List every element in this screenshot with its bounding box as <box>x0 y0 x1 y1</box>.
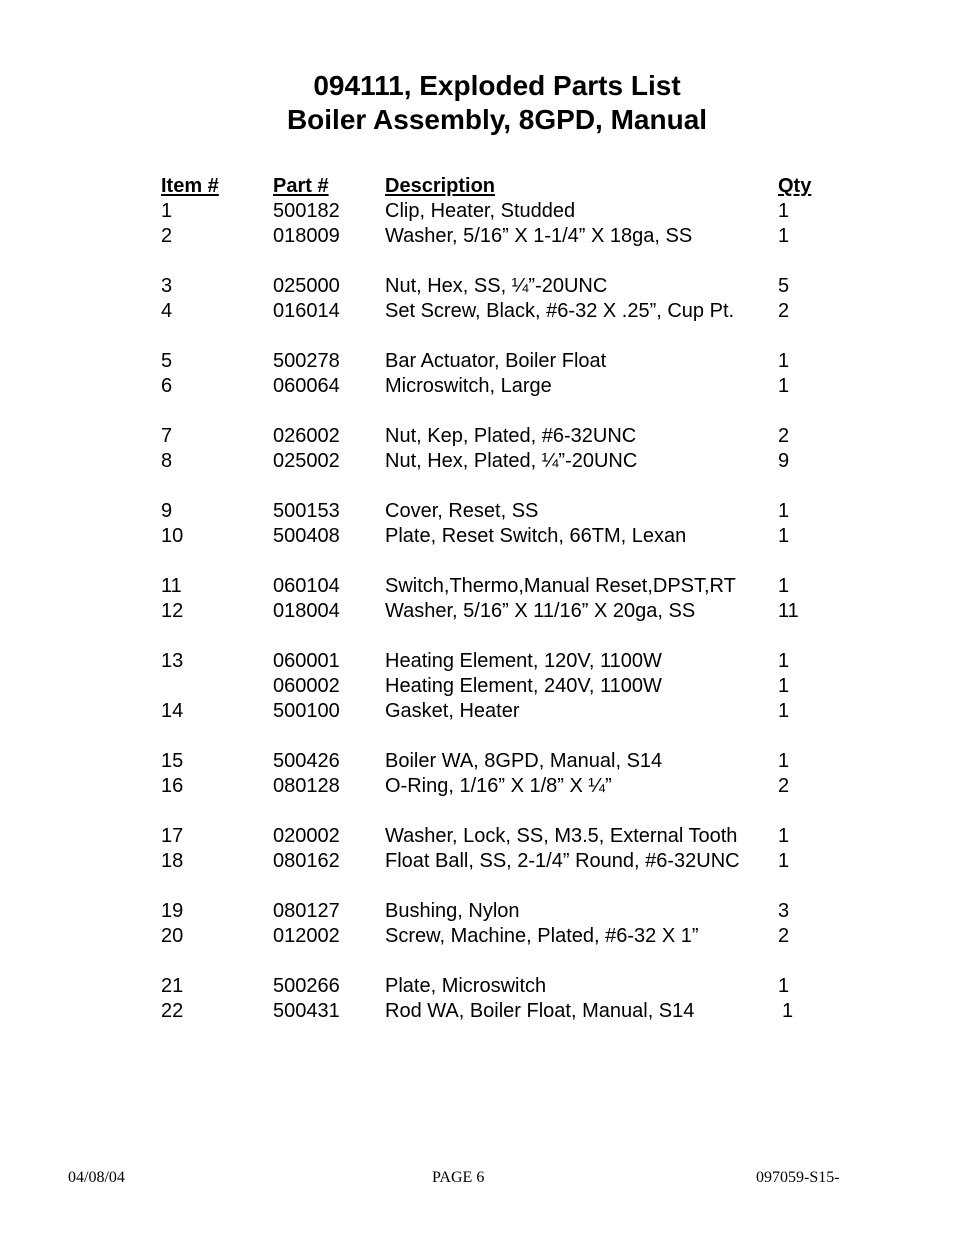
quantity: 1 <box>778 575 790 597</box>
quantity: 1 <box>778 225 790 247</box>
description: Cover, Reset, SS <box>385 500 539 522</box>
item-number: 5 <box>161 350 173 372</box>
header-part: Part # <box>273 175 329 197</box>
quantity: 9 <box>778 450 790 472</box>
footer-page-number: PAGE 6 <box>432 1169 485 1186</box>
description: Rod WA, Boiler Float, Manual, S14 <box>385 1000 695 1022</box>
part-number: 060001 <box>273 650 340 672</box>
description: Plate, Reset Switch, 66TM, Lexan <box>385 525 687 547</box>
item-number: 21 <box>161 975 184 997</box>
item-number: 20 <box>161 925 184 947</box>
description: Boiler WA, 8GPD, Manual, S14 <box>385 750 663 772</box>
item-number: 12 <box>161 600 184 622</box>
description: Nut, Hex, Plated, ¼”-20UNC <box>385 450 638 472</box>
description: Plate, Microswitch <box>385 975 547 997</box>
part-number: 080162 <box>273 850 340 872</box>
part-number: 060002 <box>273 675 340 697</box>
description: O-Ring, 1/16” X 1/8” X ¼” <box>385 775 612 797</box>
footer-document-number: 097059-S15- <box>756 1169 840 1186</box>
page-title <box>0 69 954 137</box>
item-number: 7 <box>161 425 173 447</box>
footer-date: 04/08/04 <box>68 1169 125 1186</box>
part-number: 500182 <box>273 200 340 222</box>
header-description: Description <box>385 175 496 197</box>
description: Nut, Kep, Plated, #6-32UNC <box>385 425 637 447</box>
part-number: 016014 <box>273 300 340 322</box>
part-number: 018009 <box>273 225 340 247</box>
quantity: 2 <box>778 925 790 947</box>
item-number: 15 <box>161 750 184 772</box>
quantity: 1 <box>782 1000 794 1022</box>
header-qty: Qty <box>778 175 812 197</box>
part-number: 018004 <box>273 600 340 622</box>
item-number: 6 <box>161 375 173 397</box>
item-number: 19 <box>161 900 184 922</box>
description: Switch,Thermo,Manual Reset,DPST,RT <box>385 575 736 597</box>
part-number: 025002 <box>273 450 340 472</box>
item-number: 18 <box>161 850 184 872</box>
quantity: 3 <box>778 900 790 922</box>
quantity: 1 <box>778 675 790 697</box>
item-number: 3 <box>161 275 173 297</box>
item-number: 8 <box>161 450 173 472</box>
quantity: 11 <box>778 600 799 622</box>
part-number: 060104 <box>273 575 340 597</box>
part-number: 060064 <box>273 375 340 397</box>
description: Nut, Hex, SS, ¼”-20UNC <box>385 275 608 297</box>
part-number: 020002 <box>273 825 340 847</box>
quantity: 1 <box>778 350 790 372</box>
title-line-2: Boiler Assembly, 8GPD, Manual <box>286 104 708 135</box>
item-number: 9 <box>161 500 173 522</box>
quantity: 1 <box>778 375 790 397</box>
description: Washer, 5/16” X 11/16” X 20ga, SS <box>385 600 696 622</box>
part-number: 500426 <box>273 750 340 772</box>
quantity: 1 <box>778 525 790 547</box>
quantity: 1 <box>778 850 790 872</box>
quantity: 1 <box>778 200 790 222</box>
description: Bushing, Nylon <box>385 900 520 922</box>
quantity: 5 <box>778 275 790 297</box>
part-number: 012002 <box>273 925 340 947</box>
quantity: 1 <box>778 825 790 847</box>
item-number: 11 <box>161 575 182 597</box>
item-number: 16 <box>161 775 184 797</box>
description: Washer, 5/16” X 1-1/4” X 18ga, SS <box>385 225 693 247</box>
part-number: 500100 <box>273 700 340 722</box>
description: Microswitch, Large <box>385 375 552 397</box>
item-number: 17 <box>161 825 184 847</box>
part-number: 500153 <box>273 500 340 522</box>
part-number: 500408 <box>273 525 340 547</box>
item-number: 4 <box>161 300 173 322</box>
description: Screw, Machine, Plated, #6-32 X 1” <box>385 925 699 947</box>
item-number: 13 <box>161 650 184 672</box>
quantity: 2 <box>778 775 790 797</box>
quantity: 1 <box>778 975 790 997</box>
header-item: Item # <box>161 175 219 197</box>
quantity: 1 <box>778 500 790 522</box>
part-number: 500431 <box>273 1000 340 1022</box>
item-number: 14 <box>161 700 184 722</box>
description: Heating Element, 120V, 1100W <box>385 650 662 672</box>
description: Clip, Heater, Studded <box>385 200 576 222</box>
quantity: 1 <box>778 650 790 672</box>
quantity: 2 <box>778 300 790 322</box>
part-number: 080128 <box>273 775 340 797</box>
part-number: 500278 <box>273 350 340 372</box>
part-number: 026002 <box>273 425 340 447</box>
part-number: 500266 <box>273 975 340 997</box>
description: Heating Element, 240V, 1100W <box>385 675 662 697</box>
quantity: 1 <box>778 750 790 772</box>
description: Washer, Lock, SS, M3.5, External Tooth <box>385 825 738 847</box>
part-number: 025000 <box>273 275 340 297</box>
description: Set Screw, Black, #6-32 X .25”, Cup Pt. <box>385 300 735 322</box>
description: Float Ball, SS, 2-1/4” Round, #6-32UNC <box>385 850 740 872</box>
item-number: 2 <box>161 225 173 247</box>
item-number: 10 <box>161 525 184 547</box>
quantity: 1 <box>778 700 790 722</box>
description: Bar Actuator, Boiler Float <box>385 350 607 372</box>
description: Gasket, Heater <box>385 700 520 722</box>
item-number: 22 <box>161 1000 184 1022</box>
title-line-1: 094111, Exploded Parts List <box>313 70 681 101</box>
quantity: 2 <box>778 425 790 447</box>
part-number: 080127 <box>273 900 340 922</box>
item-number: 1 <box>161 200 173 222</box>
